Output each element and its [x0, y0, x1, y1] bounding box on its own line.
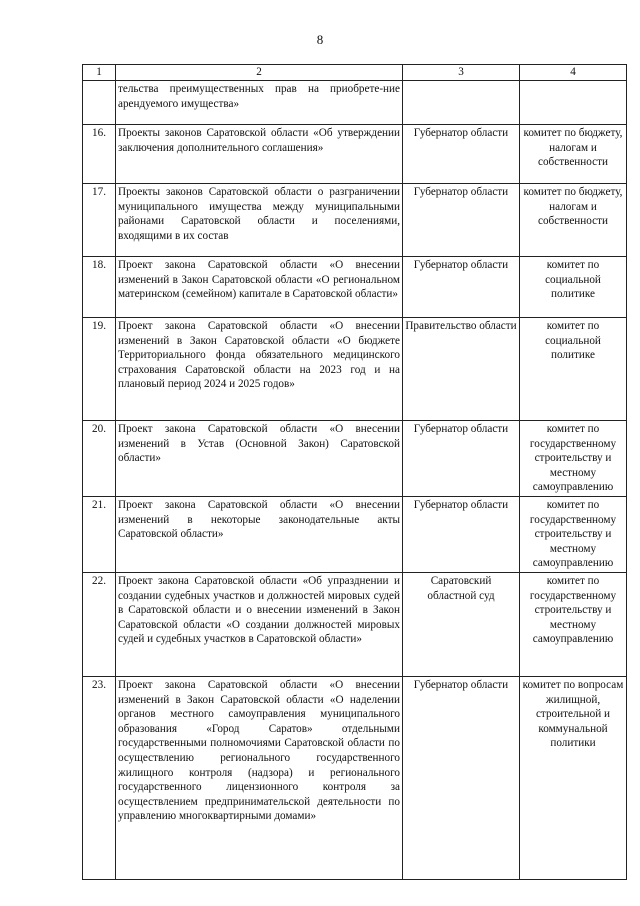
column-number-2: 2	[116, 65, 403, 81]
responsible-committee: комитет по бюджету, налогам и собственности	[520, 125, 627, 184]
responsible-committee	[520, 81, 627, 125]
table-header-row	[83, 65, 627, 81]
responsible-committee: комитет по социальной политике	[520, 318, 627, 421]
initiator: Губернатор области	[403, 676, 520, 879]
bill-title: Проект закона Саратовской области «Об упразднении и создании судебных участков и должностей мировых судей в Саратовской области и о внесении изменений в Закон Саратовской области «О создании должностей мировых судей и судебных участков в Саратовской области»	[116, 572, 403, 676]
table-row	[83, 125, 627, 184]
initiator: Губернатор области	[403, 496, 520, 572]
responsible-committee: комитет по государственному строительству и местному самоуправлению	[520, 572, 627, 676]
table-row	[83, 318, 627, 421]
column-number-1: 1	[83, 65, 116, 81]
responsible-committee: комитет по государственному строительству и местному самоуправлению	[520, 496, 627, 572]
row-number: 21.	[83, 496, 116, 572]
initiator: Губернатор области	[403, 421, 520, 497]
bill-title: Проекты законов Саратовской области о разграничении муниципального имущества между муниципальными районами Саратовской области и поселениями, входящими в их состав	[116, 184, 403, 257]
row-number: 17.	[83, 184, 116, 257]
bill-title: Проекты законов Саратовской области «Об утверждении заключения дополнительного соглашения»	[116, 125, 403, 184]
table-row	[83, 184, 627, 257]
legislation-plan-table	[82, 64, 627, 880]
initiator: Саратовский областной суд	[403, 572, 520, 676]
initiator: Губернатор области	[403, 257, 520, 318]
column-number-4: 4	[520, 65, 627, 81]
initiator: Губернатор области	[403, 184, 520, 257]
row-number: 20.	[83, 421, 116, 497]
row-number: 22.	[83, 572, 116, 676]
bill-title: Проект закона Саратовской области «О внесении изменений в некоторые законодательные акты Саратовской области»	[116, 496, 403, 572]
column-number-3: 3	[403, 65, 520, 81]
responsible-committee: комитет по государственному строительству и местному самоуправлению	[520, 421, 627, 497]
table-row	[83, 572, 627, 676]
bill-title: Проект закона Саратовской области «О внесении изменений в Устав (Основной Закон) Саратовской области»	[116, 421, 403, 497]
bill-title: тельства преимущественных прав на приобрете-ние арендуемого имущества»	[116, 81, 403, 125]
row-number: 19.	[83, 318, 116, 421]
row-number: 16.	[83, 125, 116, 184]
table-row	[83, 496, 627, 572]
table-row	[83, 81, 627, 125]
table-row	[83, 676, 627, 879]
table-row	[83, 257, 627, 318]
initiator: Правительство области	[403, 318, 520, 421]
bill-title: Проект закона Саратовской области «О внесении изменений в Закон Саратовской области «О бюджете Территориального фонда обязательного медицинского страхования Саратовской области на 2023 год и на плановый период 2024 и 2025 годов»	[116, 318, 403, 421]
row-number	[83, 81, 116, 125]
page-number: 8	[316, 32, 324, 47]
bill-title: Проект закона Саратовской области «О внесении изменений в Закон Саратовской области «О наделении органов местного самоуправления муниципального образования «Город Саратов» отдельными государственными полномочиями Саратовской области по осуществлению регионального государственного жилищного контроля (надзора) и регионального государственного лицензионного контроля за осуществлением предпринимательской деятельности по управлению многоквартирными домами»	[116, 676, 403, 879]
initiator: Губернатор области	[403, 125, 520, 184]
responsible-committee: комитет по социальной политике	[520, 257, 627, 318]
responsible-committee: комитет по вопросам жилищной, строительной и коммунальной политики	[520, 676, 627, 879]
row-number: 23.	[83, 676, 116, 879]
responsible-committee: комитет по бюджету, налогам и собственности	[520, 184, 627, 257]
bill-title: Проект закона Саратовской области «О внесении изменений в Закон Саратовской области «О региональном материнском (семейном) капитале в Саратовской области»	[116, 257, 403, 318]
row-number: 18.	[83, 257, 116, 318]
table-row	[83, 421, 627, 497]
initiator	[403, 81, 520, 125]
